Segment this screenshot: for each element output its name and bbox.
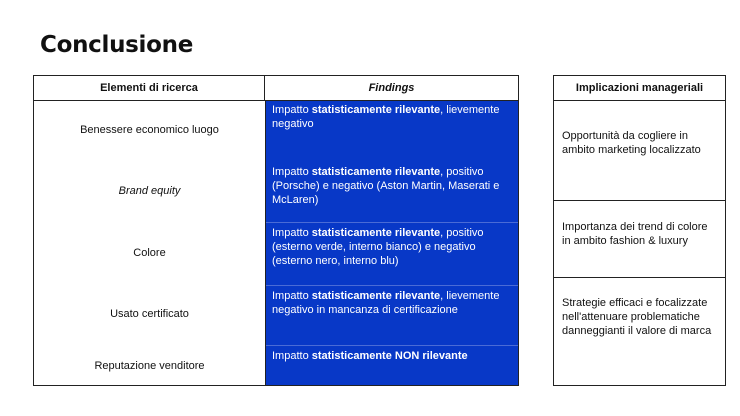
- finding-brand-equity: Impatto statisticamente rilevante, positivo (Porsche) e negativo (Aston Martin, Maserati e McLaren): [272, 166, 500, 206]
- header-managerial-implications: Implicazioni manageriali: [554, 76, 725, 101]
- implication-brand-strategies: Strategie efficaci e focalizzate nell'attenuare problematiche danneggianti il valore di marca: [562, 297, 712, 337]
- element-brand-equity: Brand equity: [118, 185, 181, 197]
- finding-color: Impatto statisticamente rilevante, positivo (esterno verde, interno bianco) e negativo (esterno nero, interno blu): [272, 227, 484, 267]
- research-table: [33, 75, 519, 386]
- finding-seller-reputation: Impatto statisticamente NON rilevante: [272, 350, 468, 362]
- row-divider: [266, 345, 518, 346]
- row-divider: [554, 277, 725, 278]
- finding-economic-wellbeing: Impatto statisticamente rilevante, lievemente negativo: [272, 104, 500, 130]
- row-divider: [266, 285, 518, 286]
- implication-marketing: Opportunità da cogliere in ambito marketing localizzato: [562, 130, 701, 156]
- element-color: Colore: [133, 247, 166, 259]
- findings-column: [265, 101, 518, 385]
- element-economic-wellbeing: Benessere economico luogo: [80, 124, 219, 136]
- managerial-implications-table: [553, 75, 726, 386]
- implication-color-trends: Importanza dei trend di colore in ambito fashion & luxury: [562, 221, 708, 247]
- row-divider: [266, 222, 518, 223]
- header-research-elements: Elementi di ricerca: [34, 76, 265, 101]
- element-seller-reputation: Reputazione venditore: [94, 360, 205, 372]
- header-findings: Findings: [265, 76, 518, 101]
- element-certified-used: Usato certificato: [110, 308, 189, 320]
- row-divider: [554, 200, 725, 201]
- page-title: Conclusione: [40, 32, 193, 58]
- finding-certified-used: Impatto statisticamente rilevante, lievemente negativo in mancanza di certificazione: [272, 290, 500, 316]
